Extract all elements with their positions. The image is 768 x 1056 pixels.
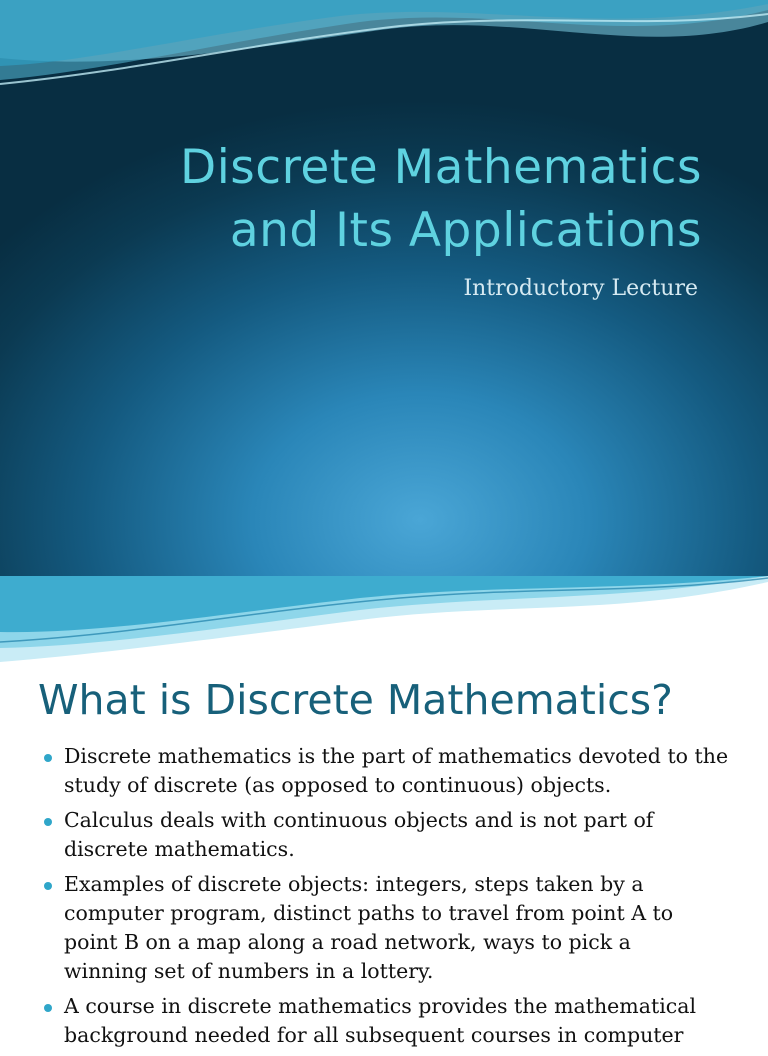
bullet-item bbox=[0, 742, 768, 800]
title-line-2: and Its Applications bbox=[229, 203, 702, 258]
bullet-text-line: Examples of discrete objects: integers, steps taken by a bbox=[64, 872, 644, 896]
bullet-dot-icon bbox=[44, 882, 52, 890]
wave-decoration bbox=[0, 0, 768, 110]
title-line-1: Discrete Mathematics bbox=[180, 140, 702, 195]
bullet-text-line: study of discrete (as opposed to continuous) objects. bbox=[64, 773, 612, 797]
bullet-dot-icon bbox=[44, 818, 52, 826]
bullet-item bbox=[0, 992, 768, 1050]
bullet-item bbox=[0, 870, 768, 986]
bullet-list bbox=[0, 742, 768, 1056]
bullet-text-line: discrete mathematics. bbox=[64, 837, 295, 861]
bullet-dot-icon bbox=[44, 1004, 52, 1012]
bullet-text-line: winning set of numbers in a lottery. bbox=[64, 959, 434, 983]
bullet-item bbox=[0, 806, 768, 864]
bullet-text-line: Discrete mathematics is the part of mathematics devoted to the bbox=[64, 744, 729, 768]
bullet-text-line: background needed for all subsequent courses in computer bbox=[64, 1023, 684, 1047]
bullet-text-line: A course in discrete mathematics provides the mathematical bbox=[64, 994, 697, 1018]
slide-title bbox=[2, 136, 702, 262]
bullet-text-line: Calculus deals with continuous objects and is not part of bbox=[64, 808, 654, 832]
content-slide-title: What is Discrete Mathematics? bbox=[38, 676, 673, 724]
bullet-dot-icon bbox=[44, 754, 52, 762]
slide-subtitle: Introductory Lecture bbox=[463, 276, 698, 301]
bullet-text-line: computer program, distinct paths to travel from point A to bbox=[64, 901, 674, 925]
bullet-text-line: point B on a map along a road network, ways to pick a bbox=[64, 930, 631, 954]
wave-decoration bbox=[0, 576, 768, 676]
